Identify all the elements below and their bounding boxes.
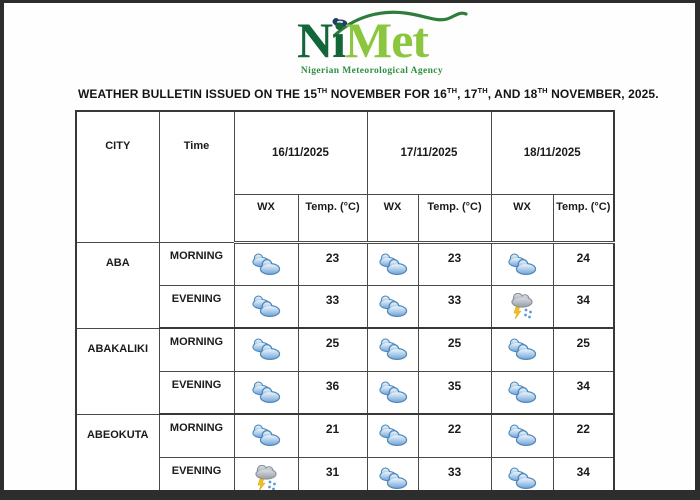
clouds-icon [248,423,284,450]
temp-cell: 33 [418,457,491,500]
clouds-icon [375,294,411,321]
wx-cell [491,371,553,414]
temp-cell: 36 [298,371,367,414]
header-temp-1: Temp. (°C) [298,194,367,242]
wx-cell [367,285,418,328]
wx-cell [234,242,298,285]
clouds-icon [504,423,540,450]
clouds-icon [375,380,411,407]
time-cell: MORNING [159,414,234,457]
wx-cell [491,414,553,457]
wx-cell [367,371,418,414]
city-cell: ABEOKUTA [76,414,159,500]
temp-cell: 34 [553,285,614,328]
table-row [76,414,614,457]
temp-cell: 34 [553,457,614,500]
clouds-icon [375,252,411,279]
logo-ni: Ni [297,12,345,68]
time-cell: MORNING [159,242,234,285]
wx-cell [234,285,298,328]
wx-cell [491,328,553,371]
header-wx-3: WX [491,194,553,242]
temp-cell: 33 [298,285,367,328]
temp-cell: 31 [298,457,367,500]
temp-cell: 21 [298,414,367,457]
clouds-icon [248,337,284,364]
header-date-1: 16/11/2025 [234,111,367,194]
table-row [76,242,614,285]
temp-cell: 22 [553,414,614,457]
clouds-icon [504,337,540,364]
clouds-icon [504,466,540,493]
wx-cell [234,328,298,371]
wx-cell [367,457,418,500]
time-cell: EVENING [159,457,234,500]
wx-cell [491,457,553,500]
time-cell: EVENING [159,285,234,328]
clouds-icon [504,380,540,407]
clouds-icon [248,380,284,407]
clouds-icon [375,337,411,364]
temp-cell: 22 [418,414,491,457]
clouds-icon [375,423,411,450]
wx-cell [491,285,553,328]
wx-cell [234,371,298,414]
time-cell: MORNING [159,328,234,371]
bulletin-title: WEATHER BULLETIN ISSUED ON THE 15TH NOVEMBER FOR 16TH, 17TH, AND 18TH NOVEMBER, 2025. [78,86,659,101]
rain-thunderstorm-icon [250,465,282,493]
temp-cell: 35 [418,371,491,414]
table-row [76,328,614,371]
header-wx-2: WX [367,194,418,242]
header-city: CITY [76,111,159,242]
city-cell: ABAKALIKI [76,328,159,414]
wx-cell [234,414,298,457]
wx-cell [491,242,553,285]
logo-wordmark [297,12,447,68]
temp-cell: 23 [298,242,367,285]
wx-cell [367,242,418,285]
header-time: Time [159,111,234,242]
logo-met: Met [345,12,429,68]
temp-cell: 24 [553,242,614,285]
header-temp-2: Temp. (°C) [418,194,491,242]
clouds-icon [248,294,284,321]
temp-cell: 23 [418,242,491,285]
clouds-icon [248,252,284,279]
temp-cell: 25 [298,328,367,371]
city-cell: ABA [76,242,159,328]
header-date-2: 17/11/2025 [367,111,491,194]
time-cell: EVENING [159,371,234,414]
weather-table [75,110,615,500]
weather-table-body [76,242,614,500]
clouds-icon [375,466,411,493]
clouds-icon [504,252,540,279]
header-temp-3: Temp. (°C) [553,194,614,242]
logo-tagline: Nigerian Meteorological Agency [300,66,444,76]
rain-thunderstorm-icon [506,293,538,321]
temp-cell: 33 [418,285,491,328]
temp-cell: 25 [553,328,614,371]
wx-cell [234,457,298,500]
wx-cell [367,414,418,457]
temp-cell: 25 [418,328,491,371]
wx-cell [367,328,418,371]
header-date-3: 18/11/2025 [491,111,614,194]
header-wx-1: WX [234,194,298,242]
nimet-logo [297,12,447,76]
temp-cell: 34 [553,371,614,414]
